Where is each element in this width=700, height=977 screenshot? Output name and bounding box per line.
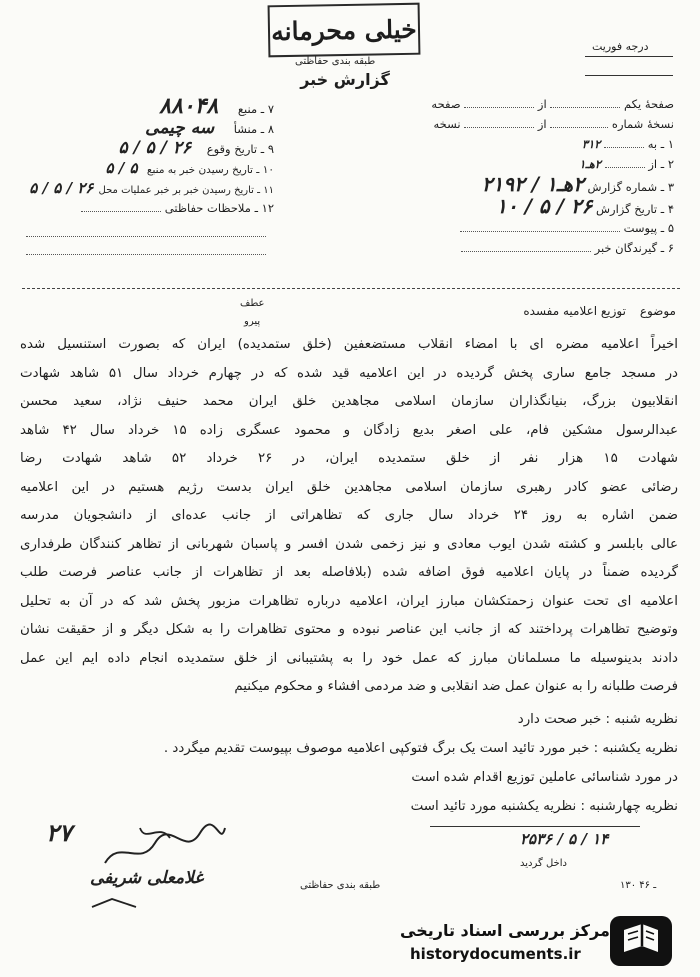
received-label: داخل گردید bbox=[520, 858, 567, 869]
follow-up-label: پیرو bbox=[244, 316, 261, 327]
field-security-notes: ۱۲ ـ ملاحظات حفاظتی bbox=[14, 198, 274, 218]
field-source-received: ۱۰ ـ تاریخ رسیدن خبر به منبع ۵ / ۵ bbox=[105, 159, 274, 177]
body-line: وتوضیح تظاهرات پرداختند که از جانب این عناصر نبوده و محتوی تظاهرات را به شکل دیگر و از حقیقت نشان bbox=[20, 622, 678, 637]
watermark-url: historydocuments.ir bbox=[410, 945, 581, 963]
right-fields bbox=[384, 94, 674, 254]
body-line: رضائی عضو کادر رهبری سازمان اسلامی مجاهدین خلق ایران بدست رژیم هستیم در این اعلامیه bbox=[20, 479, 678, 495]
body-line: فرصت طلبانه را به عنوان عمل ضد انقلابی و ضد مردمی افشاء و محکوم میکنیم bbox=[234, 679, 678, 694]
field-origin: ۸ ـ منشأ سه چیمی bbox=[145, 118, 274, 138]
body-line: ضمن اشاره به روز ۲۴ خرداد سال جاری که تظاهراتی از جانب عده‌ای از دانشجویان مدرسه bbox=[20, 508, 678, 523]
left-fields bbox=[14, 93, 274, 256]
form-code: ۱۳۰ ـ ۴۶ bbox=[620, 880, 657, 891]
signature-underline bbox=[90, 895, 140, 913]
note-sunday: نظریه یکشنبه : خبر مورد تائید است یک برگ فتوکپی اعلامیه موصوف بپیوست تقدیم میگردد . bbox=[163, 741, 678, 756]
field-from: ۲ ـ از ۲هـ۱ bbox=[579, 157, 674, 171]
field-copy: نسخهٔ شماره از نسخه bbox=[433, 117, 674, 131]
body-line: اخیراً اعلامیه مضره ای با امضاء انقلاب مستضعفین (خلق ستمدیده) ایران که بصورت استنسیل شده bbox=[20, 337, 678, 352]
watermark-org: مرکز بررسی اسناد تاریخی bbox=[400, 921, 610, 940]
signature-name: غلامعلی شریفی bbox=[90, 868, 204, 888]
archive-logo bbox=[606, 912, 676, 970]
footer-date: ۲۵۳۶ / ۵ / ۱۴ bbox=[520, 830, 609, 848]
note-identification: در مورد شناسائی عاملین توزیع اقدام شده است bbox=[411, 770, 678, 785]
field-report-number: ۳ ـ شماره گزارش ۲هـ۱ / ۲۱۹۲ bbox=[481, 172, 674, 196]
section-divider bbox=[22, 288, 680, 289]
page-title: گزارش خبر bbox=[300, 70, 390, 89]
field-report-date: ۴ ـ تاریخ گزارش ۲۶ / ۵ / ۱۰ bbox=[496, 194, 674, 218]
body-line: عالی بابلسر و کشته شدن ایوب معادی و نیز زخمی شدن افسر و پاسبان شهربانی از تظاهر کنندگان طرفداری bbox=[20, 536, 678, 552]
subject-value: توزیع اعلامیه مفسده bbox=[523, 304, 626, 318]
subject-label: موضوع bbox=[639, 304, 676, 318]
reference-label: عطف bbox=[240, 298, 265, 309]
note-saturday: نظریه شنبه : خبر صحت دارد bbox=[517, 712, 678, 727]
secrecy-stamp bbox=[268, 3, 421, 58]
footer-rule bbox=[430, 826, 640, 827]
stamp-text: خیلی محرمانه bbox=[270, 14, 417, 46]
body-line: گردیده ضمناً در پایان اعلامیه فوق اضافه شده (بلافاصله بعد از تظاهرات از جانب عناصر فرصت طلب bbox=[20, 565, 678, 580]
footer-classification: طبقه بندی حفاظتی bbox=[300, 880, 381, 891]
body-line: عبدالرسول مشکین فام، علی اصغر بدیع زادگان و محمود عسگری زاده ۱۵ خرداد سال ۴۲ شاهد bbox=[20, 422, 678, 438]
field-recipients: ۶ ـ گیرندگان خبر bbox=[384, 238, 674, 258]
note-wednesday: نظریه چهارشنبه : نظریه یکشنبه مورد تائید است bbox=[410, 799, 678, 814]
field-occurrence-date: ۹ ـ تاریخ وقوع ۲۶ / ۵ / ۵ bbox=[118, 138, 274, 158]
margin-note: ۲۷ bbox=[46, 818, 72, 847]
field-page: صفحهٔ یکم از صفحه bbox=[431, 97, 674, 111]
priority-label: درجه فوریت bbox=[592, 40, 649, 53]
field-attachment: ۵ ـ پیوست bbox=[384, 218, 674, 238]
field-source: ۷ ـ منبع ۸۸۰۴۸ bbox=[159, 93, 274, 119]
body-line: دادند بدینوسیله ما مسلمانان مبارز که عمل خود را به پشتیبانی از خلق ستمدیده انجام داده ایم این عمل bbox=[20, 650, 678, 666]
body-line: شهادت ۱۵ هزار نفر از خلق ستمدیده ایران، در ۲۶ خرداد ۵۲ شاهد شهادت رضا bbox=[20, 451, 678, 466]
field-ops-received: ۱۱ ـ تاریخ رسیدن خبر بر خبر عملیات محل ۲۶ / ۵ / ۵ bbox=[29, 179, 274, 197]
classification-label: طبقه بندی حفاظتی bbox=[295, 56, 376, 67]
priority-box bbox=[585, 56, 673, 76]
body-line: انقلابیون بزرگ، بنیانگذاران سازمان اسلامی مجاهدین خلق ایران محمد حنیف نژاد، سعید محسن bbox=[20, 394, 678, 409]
subject-row bbox=[523, 304, 676, 318]
body-line: اعلامیه ای تحت عنوان زحمتکشان مبارز ایران، اعلامیه درباره تظاهرات مزبور پخش شد که در آن به تحلیل bbox=[20, 593, 678, 609]
body-line: در مسجد جامع ساری پخش گردیده در این اعلامیه قید شده که در چهارم خرداد سال ۵۱ شاهد شهادت bbox=[20, 365, 678, 381]
field-to: ۱ ـ به ۳۱۲ bbox=[581, 137, 674, 151]
